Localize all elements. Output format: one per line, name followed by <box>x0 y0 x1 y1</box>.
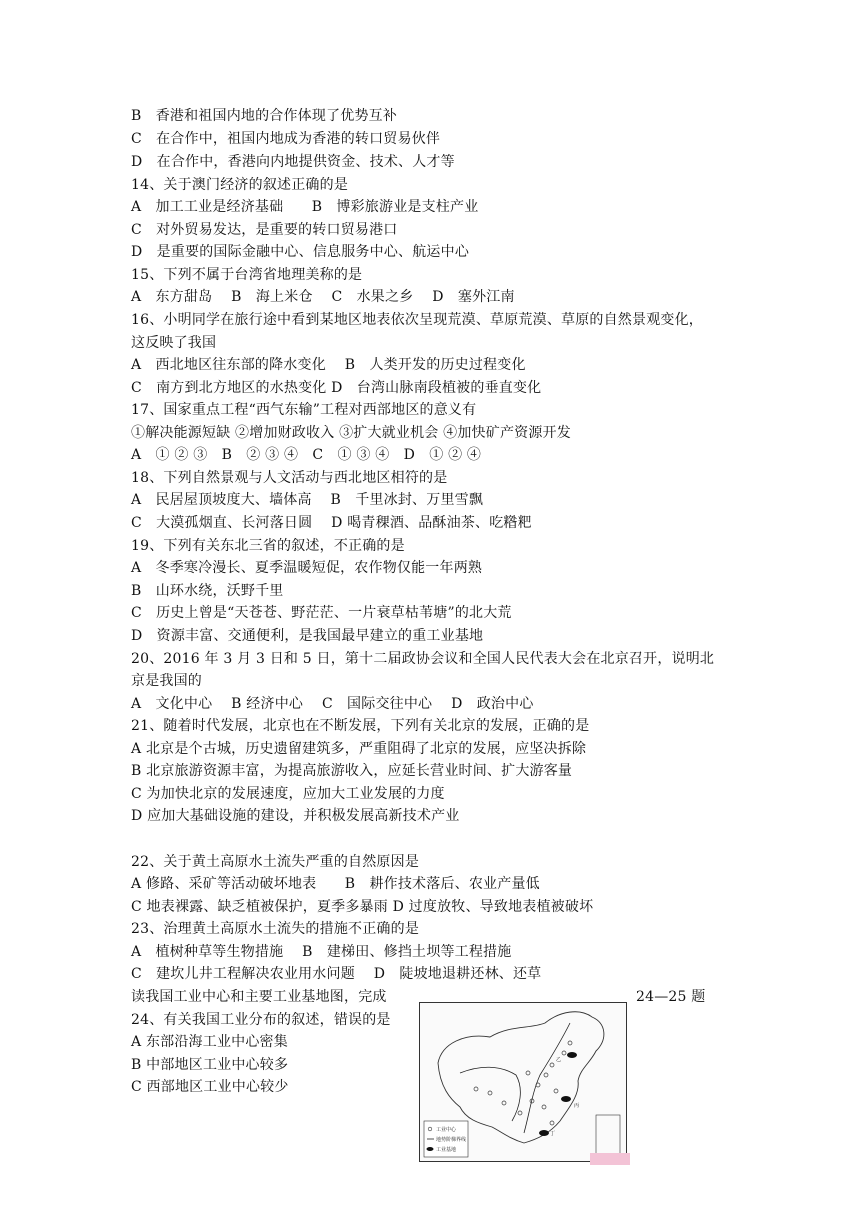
option-13b: B 香港和祖国内地的合作体现了优势互补 <box>131 108 398 124</box>
map-label-yi: 乙 <box>556 1057 562 1063</box>
options-14ab: A 加工工业是经济基础 B 博彩旅游业是支柱产业 <box>131 199 479 215</box>
options-15: A 东方甜岛 B 海上米仓 C 水果之乡 D 塞外江南 <box>131 289 515 305</box>
option-14c: C 对外贸易发达，是重要的转口贸易港口 <box>131 222 398 238</box>
legend-industry-base: 工业基地 <box>436 1147 457 1153</box>
option-24b: B 中部地区工业中心较多 <box>131 1057 289 1073</box>
question-18: 18、下列自然景观与人文活动与西北地区相符的是 <box>131 470 448 486</box>
options-22ab: A 修路、采矿等活动破坏地表 B 耕作技术落后、农业产量低 <box>131 876 540 892</box>
question-16-cont: 这反映了我国 <box>131 335 217 351</box>
option-13c: C 在合作中，祖国内地成为香港的转口贸易伙伴 <box>131 131 441 147</box>
legend-terrain-line: 地势阶梯界线 <box>436 1137 467 1143</box>
legend-industry-center: 工业中心 <box>436 1127 457 1133</box>
options-17: A ① ② ③ B ② ③ ④ C ① ③ ④ D ① ② ④ <box>131 447 482 463</box>
option-24c: C 西部地区工业中心较少 <box>131 1079 289 1095</box>
map-instruction-range: 24—25 题 <box>636 989 706 1005</box>
question-17: 17、国家重点工程“西气东输”工程对西部地区的意义有 <box>131 402 477 418</box>
option-21b: B 北京旅游资源丰富，为提高旅游收入，应延长营业时间、扩大游客量 <box>131 763 573 779</box>
option-21a: A 北京是个古城，历史遗留建筑多，严重阻碍了北京的发展，应坚决拆除 <box>131 741 587 757</box>
options-23cd: C 建坎儿井工程解决农业用水问题 D 陡坡地退耕还林、还草 <box>131 966 542 982</box>
china-industry-map-graphic <box>420 1003 626 1161</box>
statements-17: ①解决能源短缺 ②增加财政收入 ③扩大就业机会 ④加快矿产资源开发 <box>131 425 571 441</box>
options-16cd: C 南方到北方地区的水热变化 D 台湾山脉南段植被的垂直变化 <box>131 380 542 396</box>
question-20-cont: 京是我国的 <box>131 673 202 689</box>
question-22: 22、关于黄土高原水土流失严重的自然原因是 <box>131 854 420 870</box>
options-23ab: A 植树种草等生物措施 B 建梯田、修挡土坝等工程措施 <box>131 944 512 960</box>
question-15: 15、下列不属于台湾省地理美称的是 <box>131 267 363 283</box>
options-18ab: A 民居屋顶坡度大、墙体高 B 千里冰封、万里雪飘 <box>131 492 484 508</box>
options-16ab: A 西北地区往东部的降水变化 B 人类开发的历史过程变化 <box>131 357 526 373</box>
terrain-step-line-1 <box>460 1067 520 1121</box>
option-19d: D 资源丰富、交通便利，是我国最早建立的重工业基地 <box>131 628 484 644</box>
industry-centers <box>474 1041 572 1125</box>
option-14d: D 是重要的国际金融中心、信息服务中心、航运中心 <box>131 244 470 260</box>
question-23: 23、治理黄土高原水土流失的措施不正确的是 <box>131 921 420 937</box>
options-20: A 文化中心 B 经济中心 C 国际交往中心 D 政治中心 <box>131 696 534 712</box>
option-21d: D 应加大基础设施的建设，并积极发展高新技术产业 <box>131 808 460 824</box>
question-14: 14、关于澳门经济的叙述正确的是 <box>131 177 349 193</box>
pink-sticker <box>590 1153 630 1165</box>
option-21c: C 为加快北京的发展速度，应加大工业发展的力度 <box>131 786 445 802</box>
map-label-bing: 丙 <box>574 1103 580 1109</box>
map-instruction: 读我国工业中心和主要工业基地图，完成 <box>131 989 387 1005</box>
options-22cd: C 地表裸露、缺乏植被保护，夏季多暴雨 D 过度放牧、导致地表植被破坏 <box>131 899 594 915</box>
map-label-ding: 丁 <box>550 1131 556 1137</box>
question-21: 21、随着时代发展，北京也在不断发展，下列有关北京的发展，正确的是 <box>131 718 590 734</box>
option-19c: C 历史上曾是“天苍苍、野茫茫、一片衰草枯苇塘”的北大荒 <box>131 605 512 621</box>
industry-map <box>419 1002 627 1162</box>
question-24: 24、有关我国工业分布的叙述，错误的是 <box>131 1012 391 1028</box>
option-13d: D 在合作中，香港向内地提供资金、技术、人才等 <box>131 154 455 170</box>
question-20: 20、2016 年 3 月 3 日和 5 日，第十二届政协会议和全国人民代表大会在北京召开，说明北 <box>131 651 715 667</box>
option-19b: B 山环水绕，沃野千里 <box>131 583 284 599</box>
question-16: 16、小明同学在旅行途中看到某地区地表依次呈现荒漠、草原荒漠、草原的自然景观变化， <box>131 312 704 328</box>
options-18cd: C 大漠孤烟直、长河落日圆 D 喝青稞酒、品酥油茶、吃糌粑 <box>131 515 532 531</box>
question-19: 19、下列有关东北三省的叙述，不正确的是 <box>131 538 405 554</box>
option-24a: A 东部沿海工业中心密集 <box>131 1034 288 1050</box>
option-19a: A 冬季寒冷漫长、夏季温暖短促，农作物仅能一年两熟 <box>131 560 483 576</box>
